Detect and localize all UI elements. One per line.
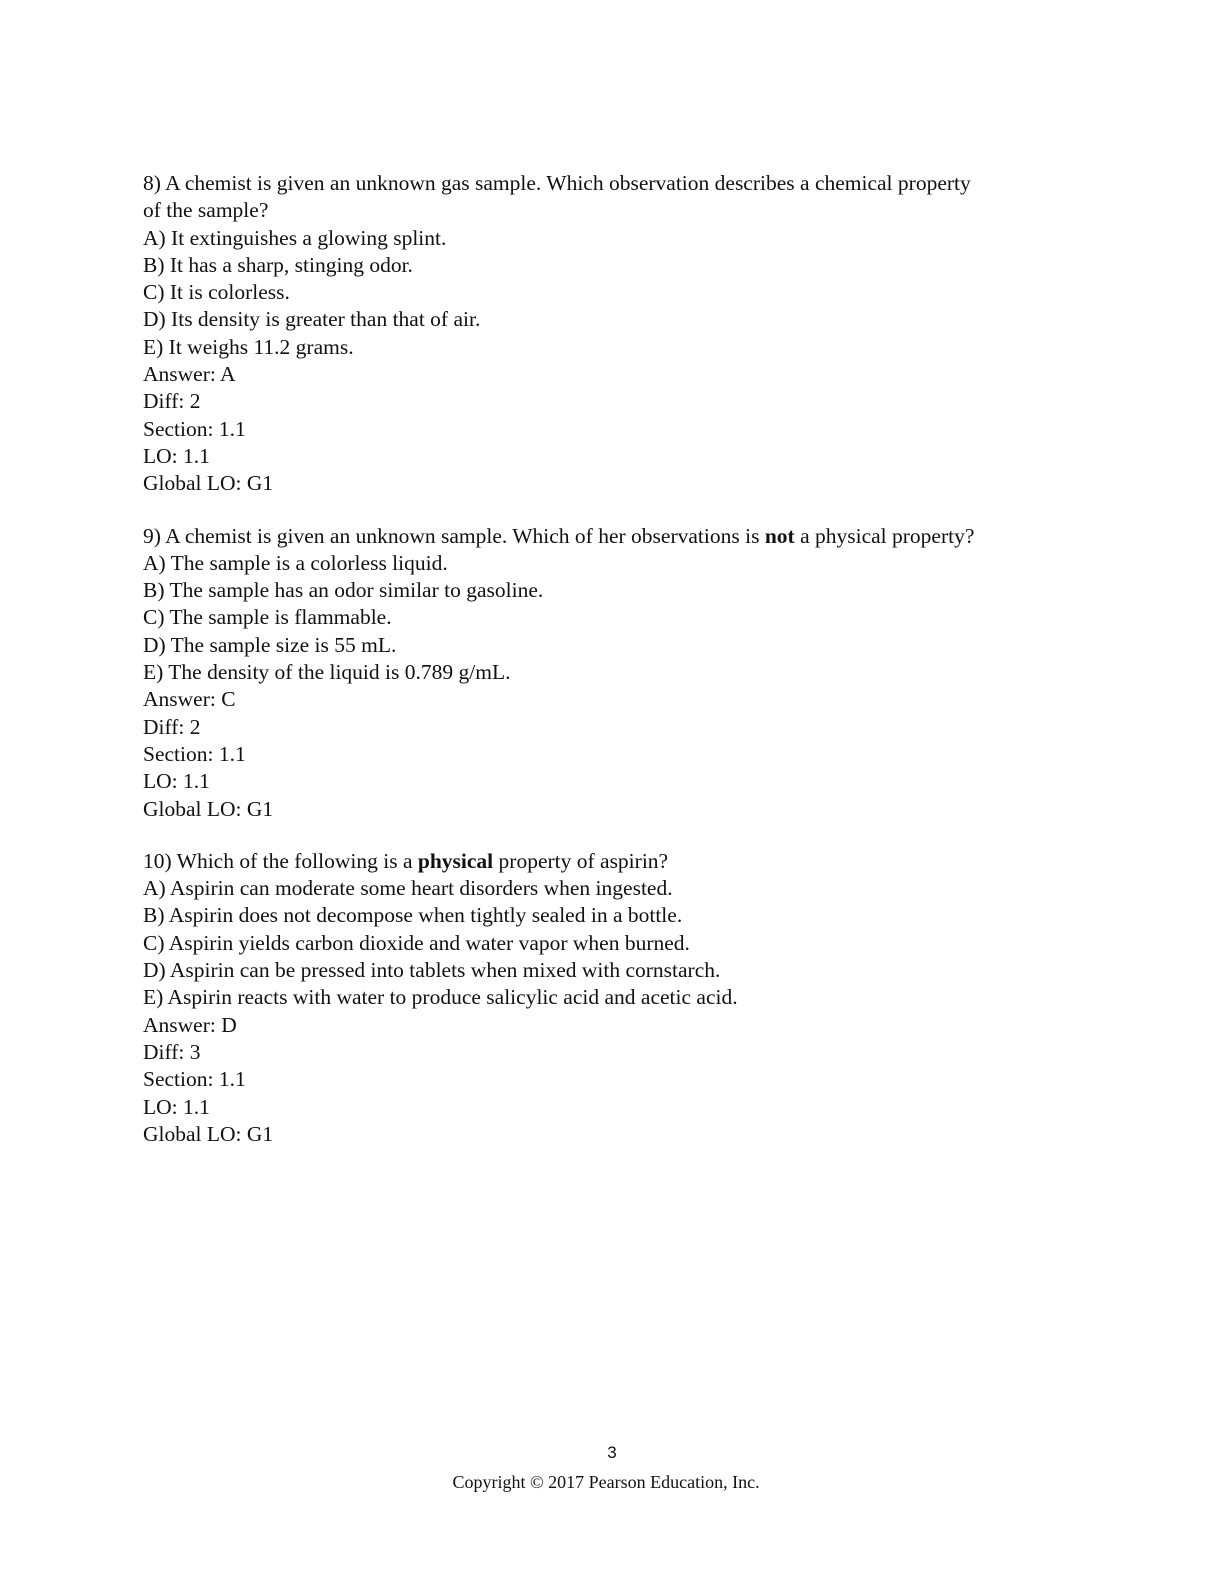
answer-option: B) The sample has an odor similar to gasoline. — [143, 578, 544, 603]
emphasized-word: not — [764, 523, 795, 548]
question-stem-line — [143, 170, 1083, 197]
question-stem-line — [143, 848, 1083, 875]
question-block — [143, 848, 1083, 1148]
difficulty: Diff: 2 — [143, 714, 201, 739]
question-block — [143, 523, 1083, 823]
question-stem-line — [143, 197, 1083, 224]
answer-option: C) Aspirin yields carbon dioxide and water vapor when burned. — [143, 930, 690, 955]
global-learning-objective: Global LO: G1 — [143, 796, 274, 821]
section-ref: Section: 1.1 — [143, 416, 246, 441]
answer-option: D) Its density is greater than that of air. — [143, 307, 481, 332]
answer-option: B) It has a sharp, stinging odor. — [143, 252, 413, 277]
difficulty: Diff: 3 — [143, 1039, 201, 1064]
page-number: 3 — [607, 1443, 617, 1462]
difficulty: Diff: 2 — [143, 389, 201, 414]
stem-text: a physical property? — [794, 523, 975, 548]
answer-option: E) The density of the liquid is 0.789 g/mL. — [143, 660, 511, 685]
learning-objective: LO: 1.1 — [143, 443, 210, 468]
answer-option: D) Aspirin can be pressed into tablets when mixed with cornstarch. — [143, 958, 721, 983]
question-list — [143, 170, 1083, 1173]
answer-option: E) Aspirin reacts with water to produce salicylic acid and acetic acid. — [143, 985, 738, 1010]
global-learning-objective: Global LO: G1 — [143, 1121, 274, 1146]
learning-objective: LO: 1.1 — [143, 769, 210, 794]
section-ref: Section: 1.1 — [143, 741, 246, 766]
global-learning-objective: Global LO: G1 — [143, 471, 274, 496]
learning-objective: LO: 1.1 — [143, 1094, 210, 1119]
question-block — [143, 170, 1083, 498]
answer-option: B) Aspirin does not decompose when tightly sealed in a bottle. — [143, 903, 683, 928]
answer-key: Answer: A — [143, 362, 236, 387]
answer-option: C) It is colorless. — [143, 280, 290, 305]
stem-text: 8) A chemist is given an unknown gas sample. Which observation describes a chemical property — [143, 171, 971, 195]
stem-text: 9) A chemist is given an unknown sample. Which of her observations is — [143, 523, 765, 548]
stem-text: of the sample? — [143, 198, 269, 223]
stem-text: property of aspirin? — [493, 848, 669, 873]
answer-option: A) The sample is a colorless liquid. — [143, 550, 448, 575]
answer-key: Answer: D — [143, 1012, 237, 1037]
answer-option: A) Aspirin can moderate some heart disorders when ingested. — [143, 876, 673, 901]
answer-key: Answer: C — [143, 687, 236, 712]
answer-option: D) The sample size is 55 mL. — [143, 632, 397, 657]
answer-option: A) It extinguishes a glowing splint. — [143, 225, 447, 250]
stem-text: 10) Which of the following is a — [143, 848, 418, 873]
answer-option: C) The sample is flammable. — [143, 605, 392, 630]
emphasized-word: physical — [417, 848, 494, 873]
question-stem-line — [143, 523, 1083, 550]
copyright-notice: Copyright © 2017 Pearson Education, Inc. — [452, 1472, 760, 1492]
section-ref: Section: 1.1 — [143, 1067, 246, 1092]
answer-option: E) It weighs 11.2 grams. — [143, 334, 354, 359]
